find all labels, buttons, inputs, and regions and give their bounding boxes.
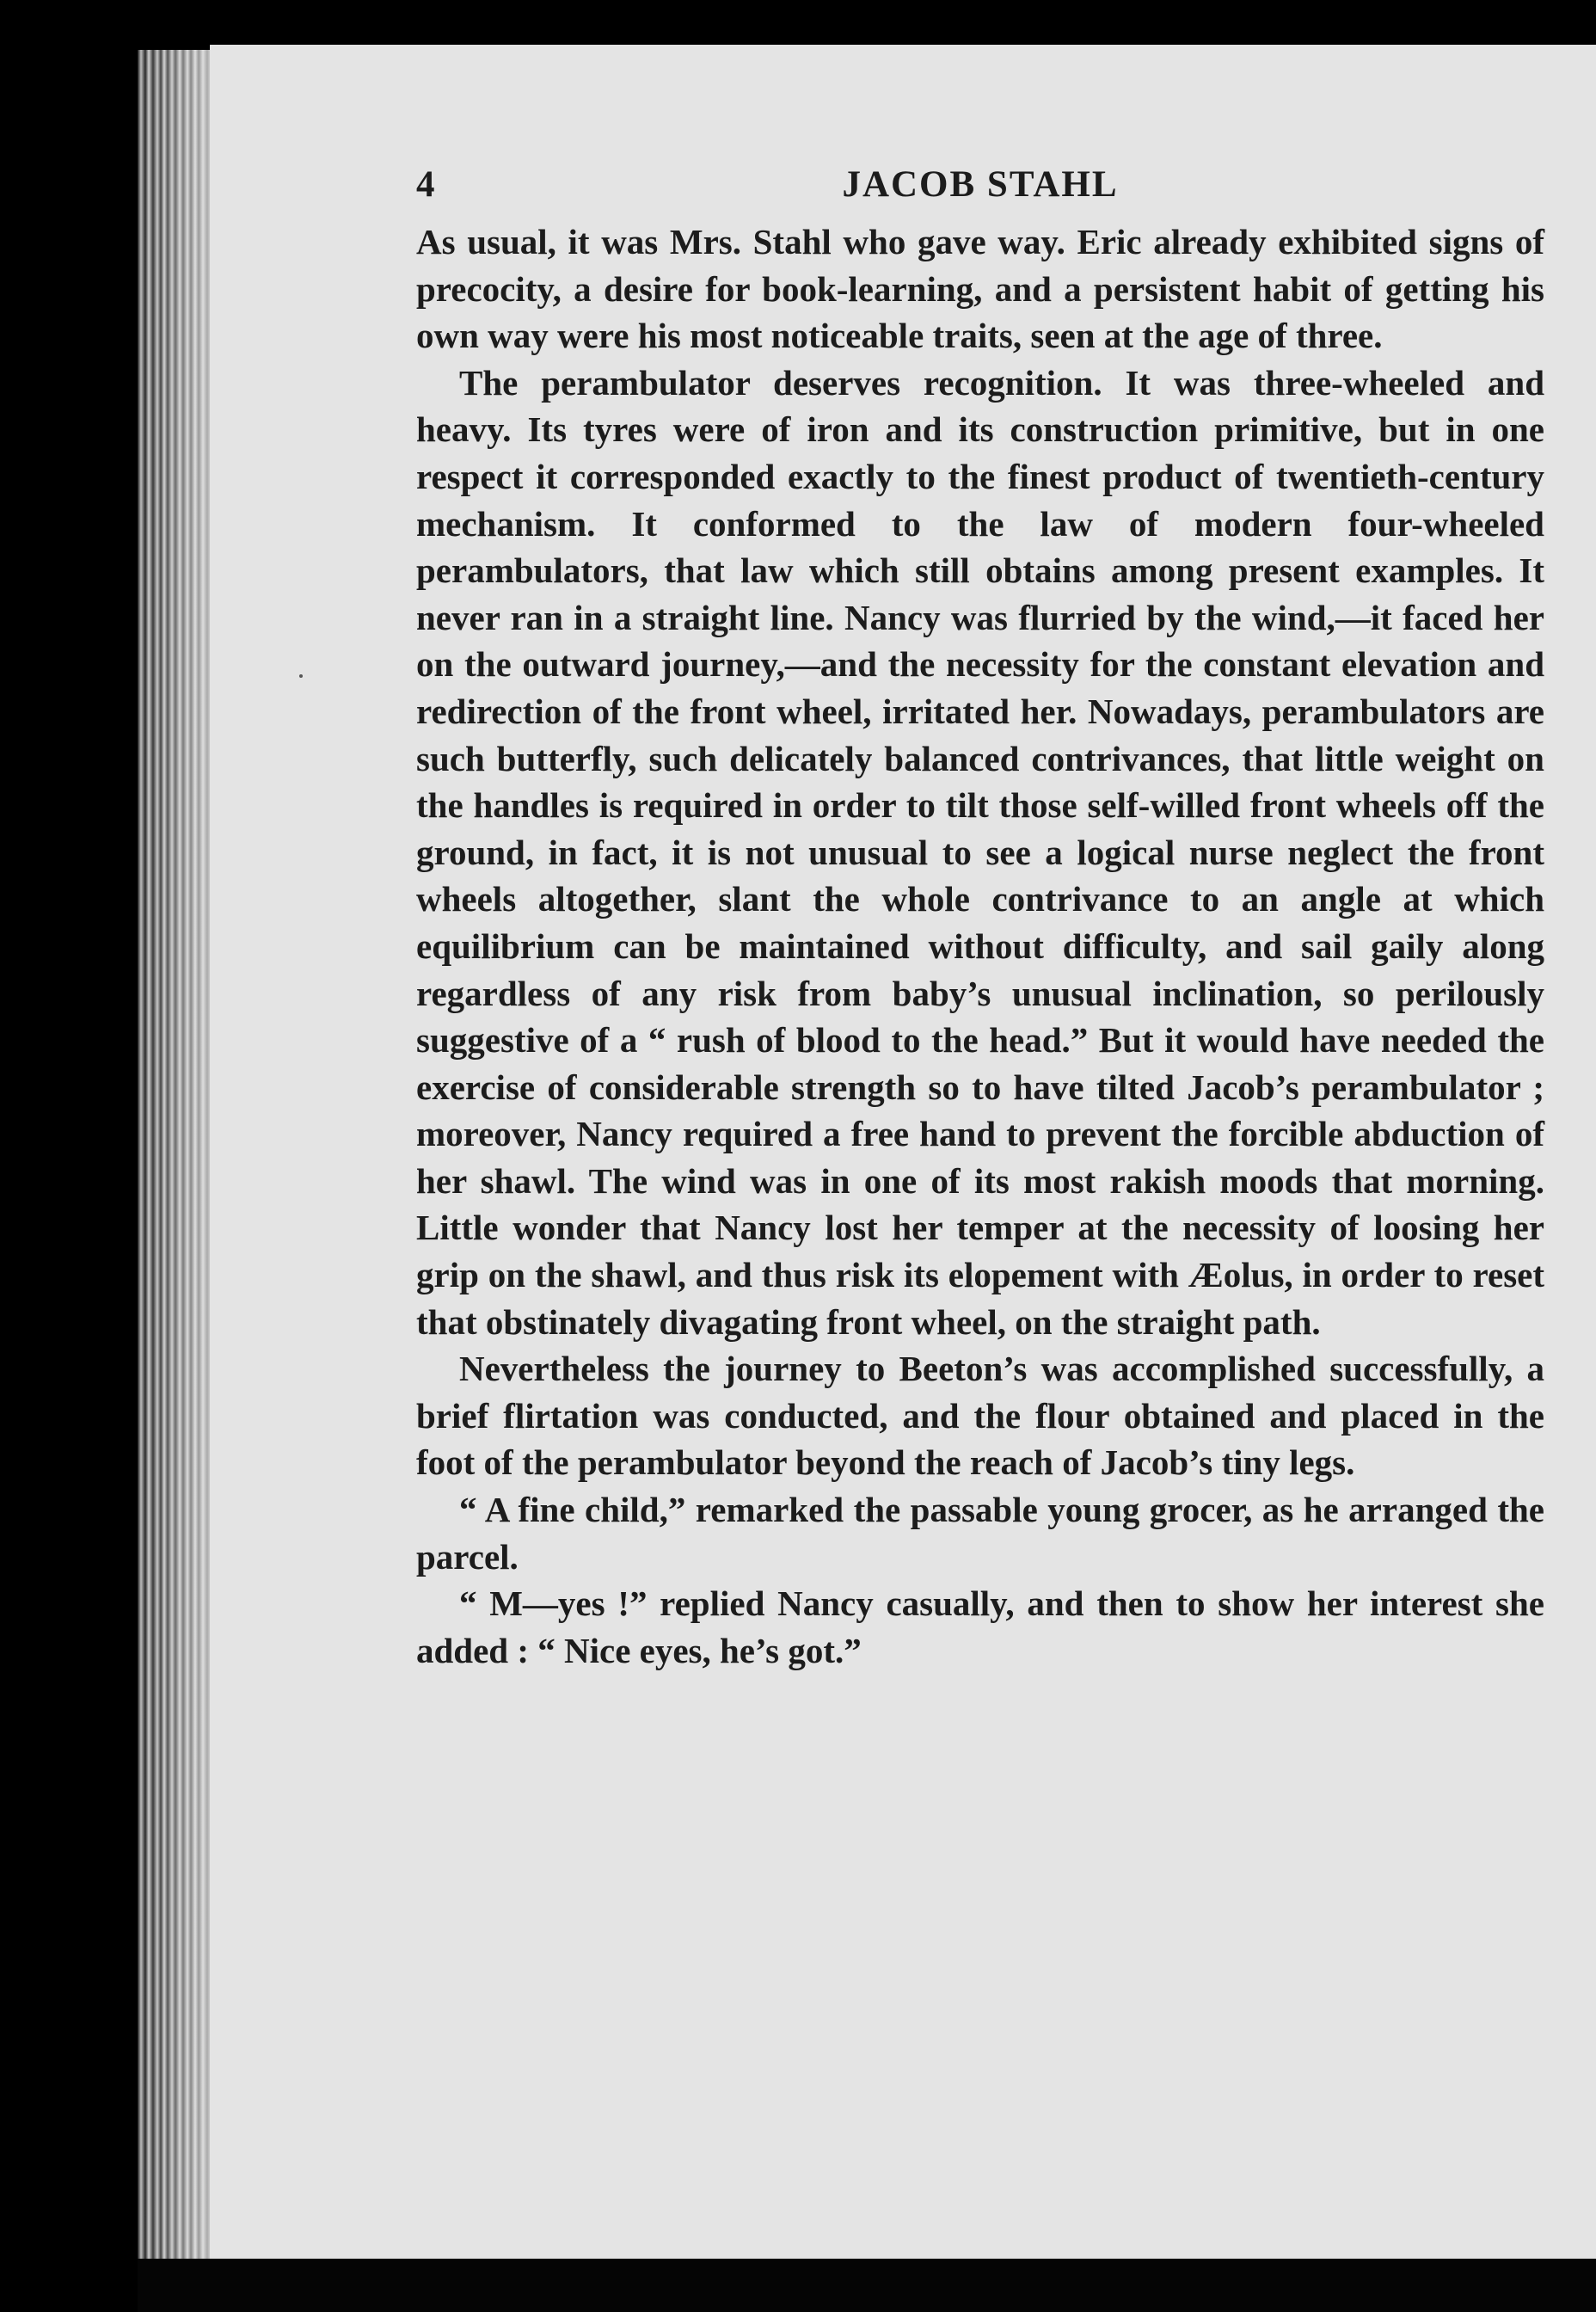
- paragraph: “ A fine child,” remarked the passable young grocer, as he arranged the parcel.: [416, 1490, 1544, 1577]
- running-header: [416, 163, 1544, 218]
- page-bottom-shadow: [138, 2259, 1596, 2312]
- text-block: [416, 163, 1544, 1674]
- paragraph: As usual, it was Mrs. Stahl who gave way. Eric already exhibited signs of precocity, a desire for book-learning, and a persistent habit of getting his own way were his most noticeable traits, seen at the age of three.: [416, 222, 1544, 356]
- paragraph: The perambulator deserves recognition. It was three-wheeled and heavy. Its tyres were of iron and its construction primitive, but in one respect it corresponded exactly to the finest product of twentieth-century mechanism. It conformed to the law of modern four-wheeled perambulators, that law which still obtains among present examples. It never ran in a straight line. Nancy was flurried by the wind,—it faced her on the outward journey,—and the necessity for the constant elevation and redirection of the front wheel, irritated her. Nowadays, perambulators are such butterfly, such delicately balanced contrivances, that little weight on the handles is required in order to tilt those self-willed front wheels off the ground, in fact, it is not unusual to see a logical nurse neglect the front wheels altogether, slant the whole contrivance to an angle at which equilibrium can be maintained without difficulty, and sail gaily along regardless of any risk from baby’s unusual inclination, so perilously suggestive of a “ rush of blood to the head.” But it would have needed the exercise of considerable strength so to have tilted Jacob’s perambulator ; moreover, Nancy required a free hand to prevent the forcible abduction of her shawl. The wind was in one of its most rakish moods that morning. Little wonder that Nancy lost her temper at the necessity of loosing her grip on the shawl, and thus risk its elopement with Æolus, in order to reset that obstinately divagating front wheel, on the straight path.: [416, 362, 1544, 1342]
- running-title: JACOB STAHL: [842, 164, 1119, 205]
- body-text: [416, 218, 1544, 1674]
- page-number: 4: [416, 164, 436, 205]
- book-page-edges: [138, 50, 215, 2262]
- stray-ink-mark: [299, 674, 303, 678]
- paragraph: “ M—yes !” replied Nancy casually, and then to show her interest she added : “ Nice eyes, he’s got.”: [416, 1583, 1544, 1670]
- paragraph: Nevertheless the journey to Beeton’s was accomplished successfully, a brief flirtation was conducted, and the flour obtained and placed in the foot of the perambulator beyond the reach of Jacob’s tiny legs.: [416, 1349, 1544, 1483]
